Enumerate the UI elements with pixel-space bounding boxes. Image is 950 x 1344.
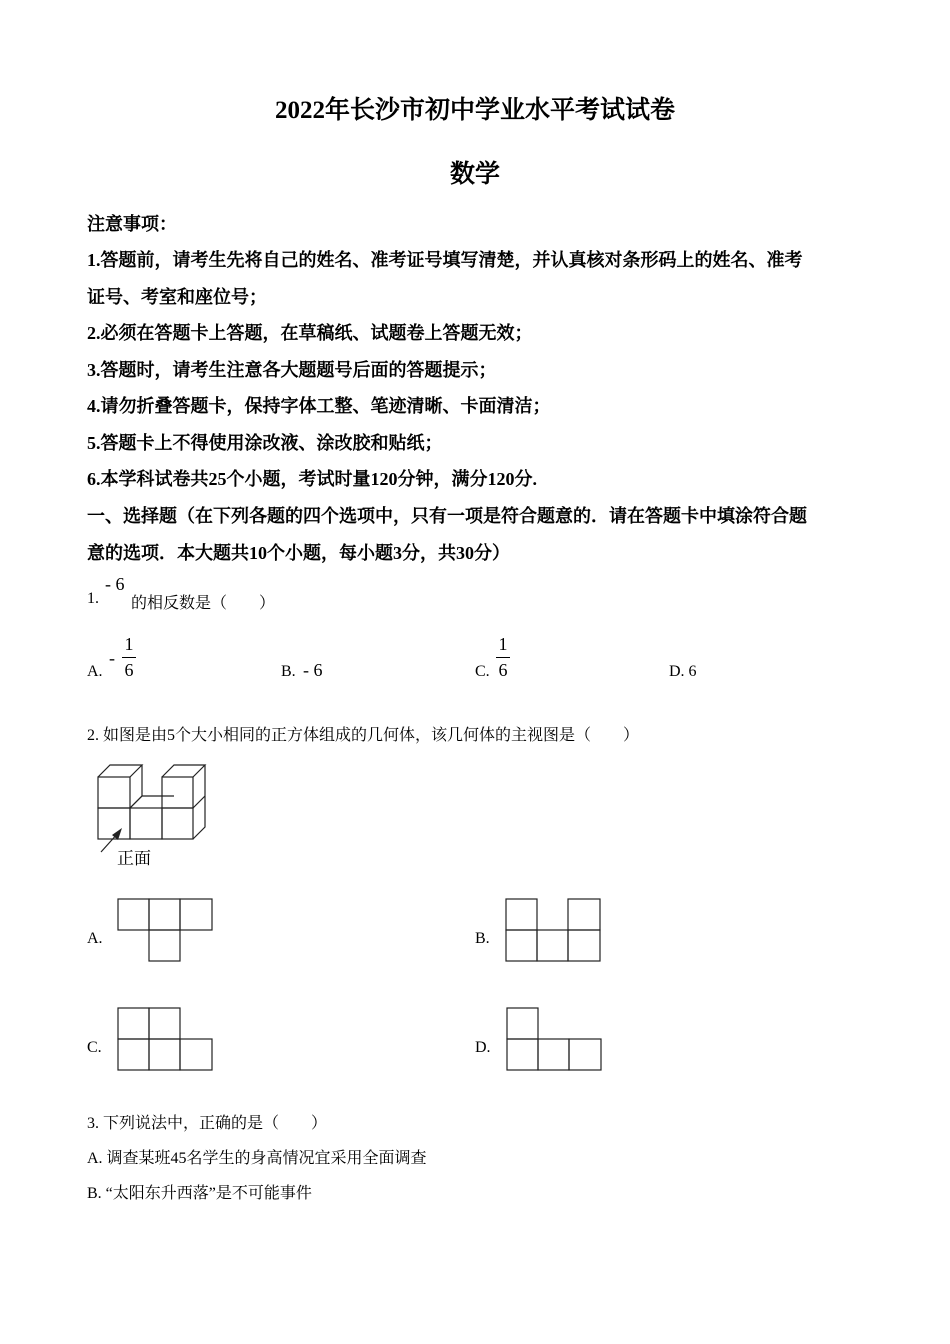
q1-number: 1. <box>87 590 99 607</box>
fraction-bar <box>496 657 510 658</box>
q1-option-a-label: A. <box>87 663 103 680</box>
q3-option-a: A. 调查某班45名学生的身高情况宜采用全面调查 <box>87 1150 427 1167</box>
notice-heading: 注意事项： <box>87 214 177 234</box>
q3-text: 3. 下列说法中，正确的是（ ） <box>87 1115 328 1132</box>
q1-option-c-fraction <box>496 634 510 681</box>
section1-line-1: 一、选择题（在下列各题的四个选项中，只有一项是符合题意的．请在答题卡中填涂符合题 <box>87 506 807 526</box>
q2-option-a-label: A. <box>87 930 103 947</box>
q2-front-label: 正面 <box>117 849 151 869</box>
q1-option-a-sign: - <box>109 648 115 668</box>
q1-option-b-label: B. <box>281 663 296 680</box>
q1-option-a-fraction <box>122 634 136 681</box>
notice-line-3: 3.答题时，请考生注意各大题题号后面的答题提示； <box>87 360 497 380</box>
q3-option-b: B. “太阳东升西落”是不可能事件 <box>87 1185 312 1202</box>
notice-line-1: 1.答题前，请考生先将自己的姓名、准考证号填写清楚，并认真核对条形码上的姓名、准考 <box>87 250 803 270</box>
fraction-bar <box>122 657 136 658</box>
q2-option-c-label: C. <box>87 1039 102 1056</box>
q1-expression: - 6 <box>105 574 125 594</box>
subject-title: 数学 <box>449 161 500 188</box>
notice-line-6: 6.本学科试卷共25个小题，考试时量120分钟，满分120分. <box>87 469 537 489</box>
fraction-numerator: 1 <box>124 634 134 654</box>
q2-option-a-view <box>116 897 216 964</box>
q2-option-b-label: B. <box>475 930 490 947</box>
notice-line-4: 4.请勿折叠答题卡，保持字体工整、笔迹清晰、卡面清洁； <box>87 396 551 416</box>
q2-option-d-label: D. <box>475 1039 491 1056</box>
q1-option-d: D. 6 <box>669 663 697 680</box>
q1-option-b-value: - 6 <box>303 660 323 680</box>
fraction-numerator: 1 <box>498 634 508 654</box>
fraction-denominator: 6 <box>498 660 508 680</box>
q2-option-b-view <box>504 897 604 964</box>
q2-solid-figure <box>95 760 215 865</box>
fraction-denominator: 6 <box>124 660 134 680</box>
q2-text: 2. 如图是由5个大小相同的正方体组成的几何体，该几何体的主视图是（ ） <box>87 727 640 744</box>
q2-option-d-view <box>505 1006 605 1073</box>
q1-text: 的相反数是（ ） <box>131 595 276 612</box>
notice-line-5: 5.答题卡上不得使用涂改液、涂改胶和贴纸； <box>87 433 443 453</box>
q2-option-c-view <box>116 1006 216 1073</box>
notice-line-1-cont: 证号、考室和座位号； <box>87 287 267 307</box>
q1-option-c-label: C. <box>475 663 490 680</box>
exam-title: 2022年长沙市初中学业水平考试试卷 <box>274 97 675 124</box>
section1-line-2: 意的选项．本大题共10个小题，每小题3分，共30分） <box>87 543 510 563</box>
notice-line-2: 2.必须在答题卡上答题，在草稿纸、试题卷上答题无效； <box>87 323 533 343</box>
